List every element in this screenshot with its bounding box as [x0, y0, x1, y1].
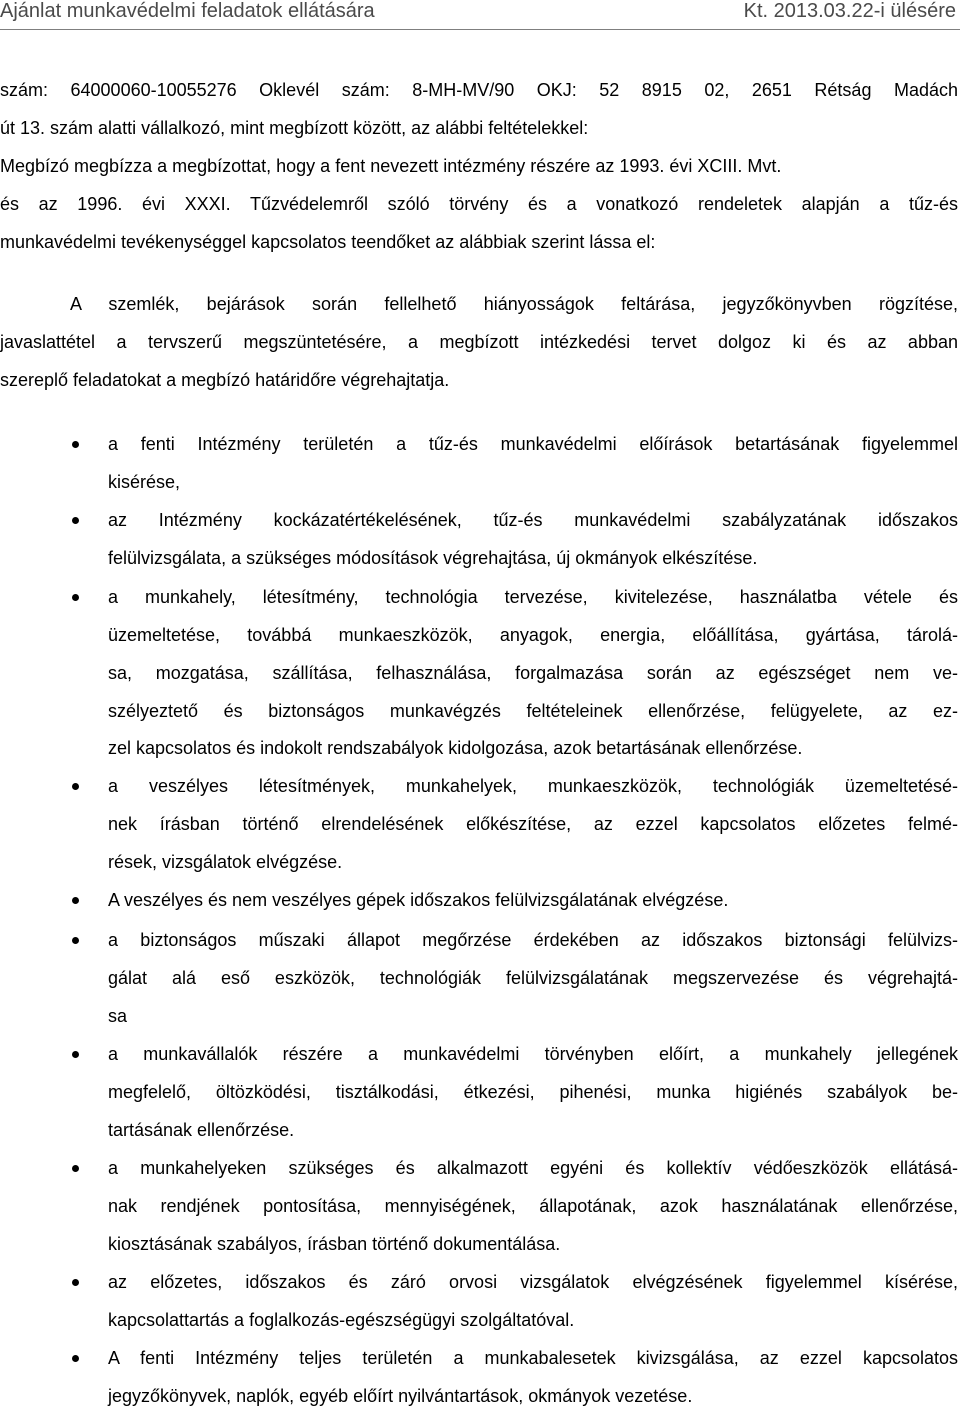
- list-item-line: a munkahelyeken szükséges és alkalmazott egyéni és kollektív védőeszközök ellátásá-: [108, 1158, 958, 1178]
- bullet-icon: [72, 517, 79, 524]
- list-item-line: gálat alá eső eszközök, technológiák felülvizsgálatának megszervezése és végrehajtá-: [108, 968, 958, 988]
- list-item-line: jegyzőkönyvek, naplók, egyéb előírt nyilvántartások, okmányok vezetése.: [108, 1386, 693, 1406]
- bullet-icon: [72, 594, 79, 601]
- list-item-line: felülvizsgálata, a szükséges módosítások végrehajtása, új okmányok elkészítése.: [108, 548, 758, 568]
- document-title: Ajánlat munkavédelmi feladatok ellátására: [0, 0, 375, 22]
- intro-line: munkavédelmi tevékenységgel kapcsolatos teendőket az alábbiak szerint lássa el:: [0, 232, 656, 252]
- list-item-line: kiosztásának szabályos, írásban történő dokumentálása.: [108, 1234, 561, 1254]
- list-item-line: a biztonságos műszaki állapot megőrzése érdekében az időszakos biztonsági felülvizs-: [108, 930, 958, 950]
- list-item-line: megfelelő, öltözködési, tisztálkodási, étkezési, pihenési, munka higiénés szabályok be-: [108, 1082, 958, 1102]
- list-item-line: tartásának ellenőrzése.: [108, 1120, 295, 1140]
- bullet-icon: [72, 441, 79, 448]
- bullet-icon: [72, 897, 79, 904]
- bullet-icon: [72, 783, 79, 790]
- list-item-line: a munkahely, létesítmény, technológia tervezése, kivitelezése, használatba vétele és: [108, 587, 958, 607]
- list-item-line: rések, vizsgálatok elvégzése.: [108, 852, 343, 872]
- list-item-line: kisérése,: [108, 472, 181, 492]
- list-item-line: zel kapcsolatos és indokolt rendszabályok kidolgozása, azok betartásának ellenőrzése.: [108, 738, 803, 758]
- page-header: [0, 0, 960, 30]
- paragraph-line: javaslattétel a tervszerű megszüntetésére, a megbízott intézkedési tervet dolgoz ki és az abban: [0, 332, 958, 352]
- intro-line: Megbízó megbízza a megbízottat, hogy a fent nevezett intézmény részére az 1993. évi XCIII. Mvt.: [0, 156, 782, 176]
- list-item-line: a munkavállalók részére a munkavédelmi törvényben előírt, a munkahely jellegének: [108, 1044, 958, 1064]
- bullet-icon: [72, 1279, 79, 1286]
- intro-line: szám: 64000060-10055276 Oklevél szám: 8-MH-MV/90 OKJ: 52 8915 02, 2651 Rétság Madách: [0, 80, 958, 100]
- list-item-line: a veszélyes létesítmények, munkahelyek, munkaeszközök, technológiák üzemeltetésé-: [108, 776, 958, 796]
- list-item-line: nak rendjének pontosítása, mennyiségének, állapotának, azok használatának ellenőrzése,: [108, 1196, 958, 1216]
- list-item-line: sa: [108, 1006, 128, 1026]
- list-item-line: az Intézmény kockázatértékelésének, tűz-és munkavédelmi szabályzatának időszakos: [108, 510, 958, 530]
- paragraph-line: A szemlék, bejárások során fellelhető hiányosságok feltárása, jegyzőkönyvben rögzítése,: [70, 294, 958, 314]
- intro-line: és az 1996. évi XXXI. Tűzvédelemről szóló törvény és a vonatkozó rendeletek alapján a tűz-és: [0, 194, 958, 214]
- list-item-line: sa, mozgatása, szállítása, felhasználása, forgalmazása során az egészséget nem ve-: [108, 663, 958, 683]
- list-item-line: a fenti Intézmény területén a tűz-és munkavédelmi előírások betartásának figyelemmel: [108, 434, 958, 454]
- bullet-icon: [72, 1165, 79, 1172]
- bullet-icon: [72, 1051, 79, 1058]
- list-item-line: üzemeltetése, továbbá munkaeszközök, anyagok, energia, előállítása, gyártása, tárolá-: [108, 625, 958, 645]
- list-item-line: A veszélyes és nem veszélyes gépek időszakos felülvizsgálatának elvégzése.: [108, 890, 729, 910]
- header-divider: [0, 29, 960, 30]
- list-item-line: kapcsolattartás a foglalkozás-egészségügyi szolgáltatóval.: [108, 1310, 575, 1330]
- bullet-icon: [72, 1355, 79, 1362]
- list-item-line: nek írásban történő elrendelésének előkészítése, az ezzel kapcsolatos előzetes felmé-: [108, 814, 958, 834]
- list-item-line: A fenti Intézmény teljes területén a munkabalesetek kivizsgálása, az ezzel kapcsolatos: [108, 1348, 958, 1368]
- list-item-line: szélyeztető és biztonságos munkavégzés feltételeinek ellenőrzése, felügyelete, az ez-: [108, 701, 958, 721]
- bullet-icon: [72, 937, 79, 944]
- paragraph-line: szereplő feladatokat a megbízó határidőre végrehajtatja.: [0, 370, 450, 390]
- meeting-date: Kt. 2013.03.22-i ülésére: [743, 0, 956, 22]
- intro-line: út 13. szám alatti vállalkozó, mint megbízott között, az alábbi feltételekkel:: [0, 118, 589, 138]
- list-item-line: az előzetes, időszakos és záró orvosi vizsgálatok elvégzésének figyelemmel kísérése,: [108, 1272, 958, 1292]
